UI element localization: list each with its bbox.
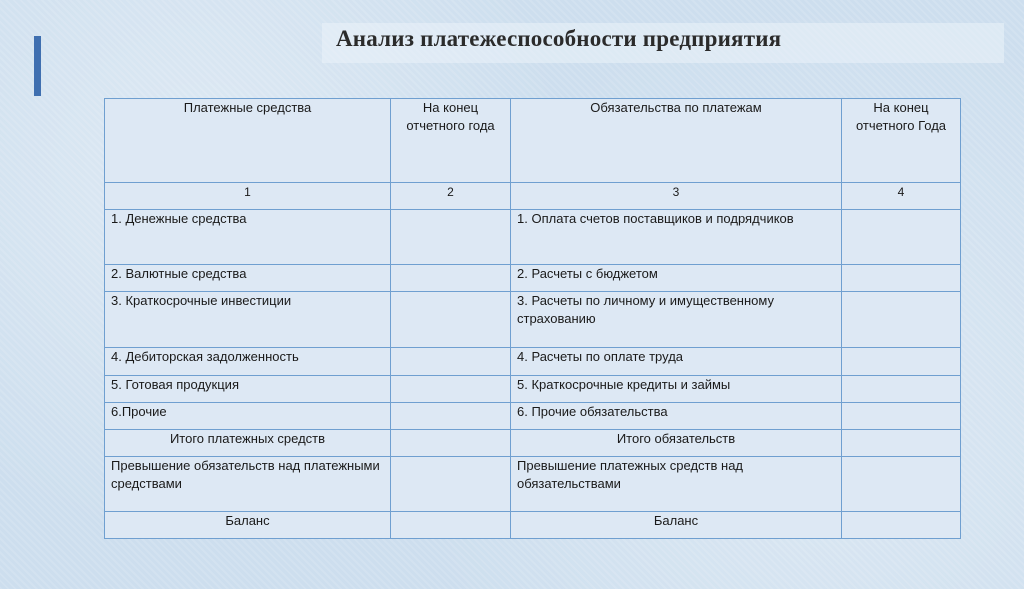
table-row xyxy=(105,403,961,430)
liabilities-excess-label: Превышение обязательств над платежными средствами xyxy=(105,457,391,512)
liabilities-value-cell xyxy=(842,348,961,376)
assets-cell: 1. Денежные средства xyxy=(105,210,391,265)
table-row xyxy=(105,348,961,376)
liabilities-excess-value xyxy=(391,457,511,512)
assets-cell: 3. Краткосрочные инвестиции xyxy=(105,292,391,348)
column-number: 1 xyxy=(105,183,391,210)
assets-cell: 4. Дебиторская задолженность xyxy=(105,348,391,376)
liabilities-value-cell xyxy=(842,376,961,403)
assets-value-cell xyxy=(391,210,511,265)
assets-total-label: Итого платежных средств xyxy=(105,430,391,457)
table-row xyxy=(105,210,961,265)
assets-value-cell xyxy=(391,265,511,292)
balance-label: Баланс xyxy=(105,512,391,539)
assets-cell: 6.Прочие xyxy=(105,403,391,430)
liabilities-value-cell xyxy=(842,210,961,265)
table-row xyxy=(105,376,961,403)
balance-row xyxy=(105,512,961,539)
accent-bar xyxy=(34,36,41,96)
column-number: 2 xyxy=(391,183,511,210)
liabilities-cell: 1. Оплата счетов поставщиков и подрядчиков xyxy=(511,210,842,265)
balance-value xyxy=(842,512,961,539)
liabilities-total-label: Итого обязательств xyxy=(511,430,842,457)
liabilities-value-cell xyxy=(842,403,961,430)
liabilities-cell: 5. Краткосрочные кредиты и займы xyxy=(511,376,842,403)
balance-value xyxy=(391,512,511,539)
liabilities-cell: 4. Расчеты по оплате труда xyxy=(511,348,842,376)
page-title: Анализ платежеспособности предприятия xyxy=(336,26,782,51)
table-row xyxy=(105,265,961,292)
column-numbers-row xyxy=(105,183,961,210)
header-assets: Платежные средства xyxy=(105,99,391,183)
assets-value-cell xyxy=(391,292,511,348)
solvency-table xyxy=(104,98,961,539)
liabilities-total-value xyxy=(842,430,961,457)
column-number: 4 xyxy=(842,183,961,210)
liabilities-cell: 6. Прочие обязательства xyxy=(511,403,842,430)
assets-cell: 2. Валютные средства xyxy=(105,265,391,292)
table-row xyxy=(105,292,961,348)
assets-excess-label: Превышение платежных средств над обязательствами xyxy=(511,457,842,512)
assets-value-cell xyxy=(391,348,511,376)
liabilities-cell: 2. Расчеты с бюджетом xyxy=(511,265,842,292)
liabilities-value-cell xyxy=(842,292,961,348)
header-assets-end-of-year: На конец отчетного года xyxy=(391,99,511,183)
assets-total-value xyxy=(391,430,511,457)
assets-value-cell xyxy=(391,403,511,430)
assets-cell: 5. Готовая продукция xyxy=(105,376,391,403)
totals-row xyxy=(105,430,961,457)
balance-label: Баланс xyxy=(511,512,842,539)
excess-row xyxy=(105,457,961,512)
header-liabilities-end-of-year: На конец отчетного Года xyxy=(842,99,961,183)
header-liabilities: Обязательства по платежам xyxy=(511,99,842,183)
assets-value-cell xyxy=(391,376,511,403)
liabilities-cell: 3. Расчеты по личному и имущественному страхованию xyxy=(511,292,842,348)
column-number: 3 xyxy=(511,183,842,210)
liabilities-value-cell xyxy=(842,265,961,292)
header-row xyxy=(105,99,961,183)
assets-excess-value xyxy=(842,457,961,512)
